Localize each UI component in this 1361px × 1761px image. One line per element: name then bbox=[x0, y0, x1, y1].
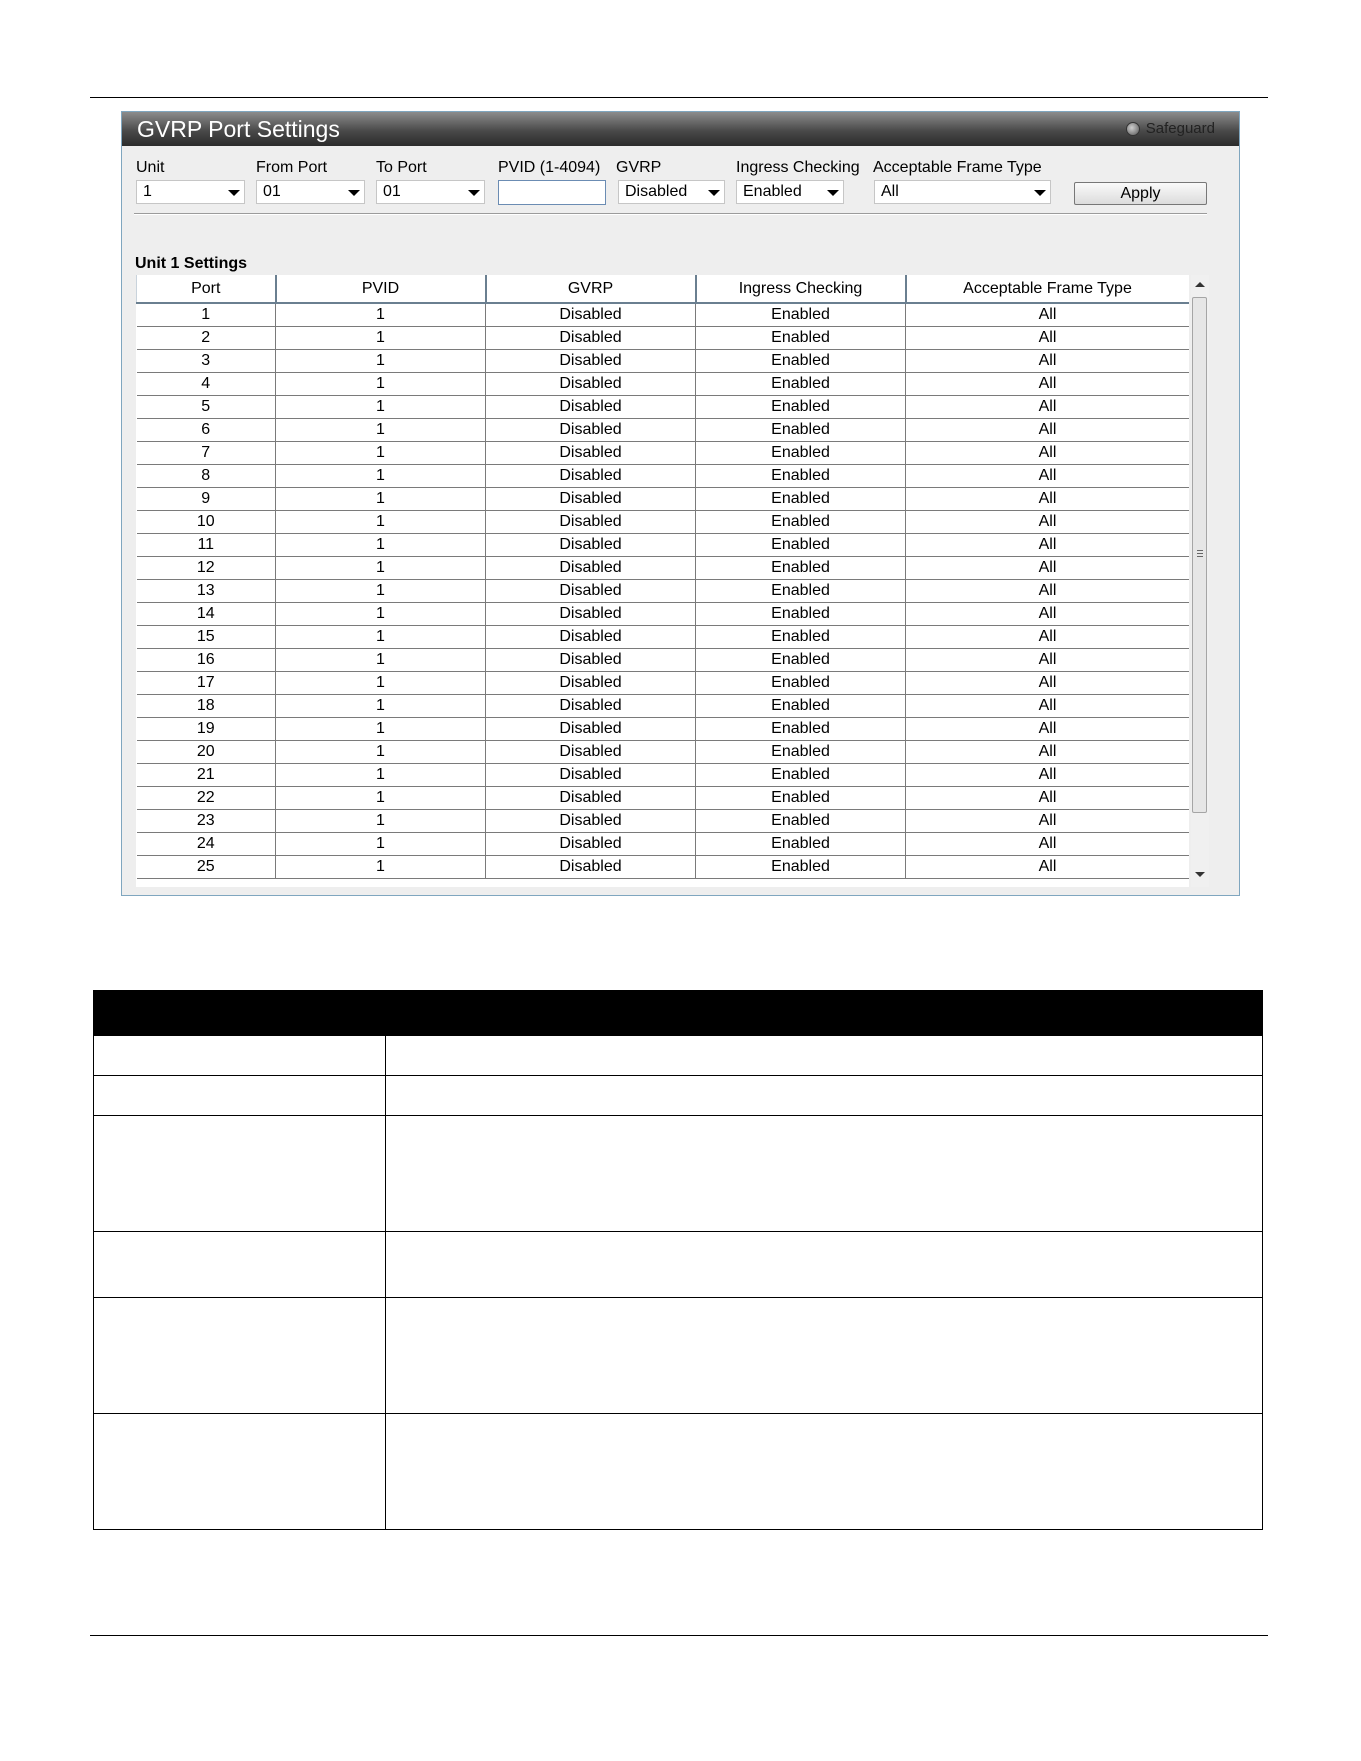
cell-gvrp: Disabled bbox=[486, 695, 696, 718]
cell-pvid: 1 bbox=[276, 373, 486, 396]
cell-pvid: 1 bbox=[276, 488, 486, 511]
cell-ingress-checking: Enabled bbox=[696, 626, 906, 649]
cell-gvrp: Disabled bbox=[486, 718, 696, 741]
cell-gvrp: Disabled bbox=[486, 764, 696, 787]
cell-ingress-checking: Enabled bbox=[696, 833, 906, 856]
cell-ingress-checking: Enabled bbox=[696, 557, 906, 580]
cell-ingress-checking: Enabled bbox=[696, 810, 906, 833]
from-port-label: From Port bbox=[256, 159, 328, 176]
cell-acceptable-frame-type: All bbox=[906, 810, 1190, 833]
cell-port: 12 bbox=[137, 557, 276, 580]
cell-acceptable-frame-type: All bbox=[906, 626, 1190, 649]
to-port-select-value: 01 bbox=[383, 183, 401, 200]
ingress-checking-label: Ingress Checking bbox=[736, 159, 860, 176]
cell-pvid: 1 bbox=[276, 833, 486, 856]
description-cell bbox=[386, 1232, 1263, 1298]
cell-acceptable-frame-type: All bbox=[906, 373, 1190, 396]
cell-gvrp: Disabled bbox=[486, 810, 696, 833]
cell-gvrp: Disabled bbox=[486, 488, 696, 511]
unit-label: Unit bbox=[136, 159, 165, 176]
acceptable-frame-type-select[interactable] bbox=[874, 180, 1051, 204]
gvrp-select-value: Disabled bbox=[625, 183, 688, 200]
cell-port: 8 bbox=[137, 465, 276, 488]
table-row[interactable] bbox=[137, 511, 1190, 534]
cell-port: 5 bbox=[137, 396, 276, 419]
cell-port: 2 bbox=[137, 327, 276, 350]
cell-ingress-checking: Enabled bbox=[696, 396, 906, 419]
cell-gvrp: Disabled bbox=[486, 833, 696, 856]
acceptable-frame-type-label: Acceptable Frame Type bbox=[873, 159, 1042, 176]
cell-acceptable-frame-type: All bbox=[906, 672, 1190, 695]
gvrp-port-settings-panel bbox=[121, 111, 1240, 896]
cell-acceptable-frame-type: All bbox=[906, 350, 1190, 373]
description-cell bbox=[386, 1414, 1263, 1530]
cell-port: 6 bbox=[137, 419, 276, 442]
cell-pvid: 1 bbox=[276, 580, 486, 603]
chevron-down-icon bbox=[708, 190, 720, 196]
to-port-label: To Port bbox=[376, 159, 427, 176]
chevron-down-icon bbox=[468, 190, 480, 196]
table-row[interactable] bbox=[137, 626, 1190, 649]
cell-ingress-checking: Enabled bbox=[696, 695, 906, 718]
cell-ingress-checking: Enabled bbox=[696, 511, 906, 534]
cell-gvrp: Disabled bbox=[486, 465, 696, 488]
description-table bbox=[93, 990, 1263, 1530]
cell-pvid: 1 bbox=[276, 350, 486, 373]
description-row bbox=[94, 1414, 1263, 1530]
cell-gvrp: Disabled bbox=[486, 350, 696, 373]
from-port-select[interactable] bbox=[256, 180, 365, 204]
cell-pvid: 1 bbox=[276, 626, 486, 649]
unit-select[interactable] bbox=[136, 180, 245, 204]
description-table-container bbox=[93, 990, 1262, 1530]
safeguard-label: Safeguard bbox=[1145, 120, 1215, 137]
cell-gvrp: Disabled bbox=[486, 534, 696, 557]
cell-acceptable-frame-type: All bbox=[906, 833, 1190, 856]
cell-pvid: 1 bbox=[276, 557, 486, 580]
chevron-down-icon bbox=[1034, 190, 1046, 196]
cell-port: 3 bbox=[137, 350, 276, 373]
table-row[interactable] bbox=[137, 833, 1190, 856]
cell-ingress-checking: Enabled bbox=[696, 373, 906, 396]
cell-pvid: 1 bbox=[276, 303, 486, 327]
cell-port: 11 bbox=[137, 534, 276, 557]
table-row[interactable] bbox=[137, 327, 1190, 350]
cell-pvid: 1 bbox=[276, 465, 486, 488]
panel-header bbox=[122, 112, 1239, 146]
cell-acceptable-frame-type: All bbox=[906, 580, 1190, 603]
cell-port: 17 bbox=[137, 672, 276, 695]
table-row[interactable] bbox=[137, 741, 1190, 764]
table-row[interactable] bbox=[137, 672, 1190, 695]
cell-ingress-checking: Enabled bbox=[696, 672, 906, 695]
cell-pvid: 1 bbox=[276, 672, 486, 695]
form-separator bbox=[134, 213, 1207, 215]
table-row[interactable] bbox=[137, 419, 1190, 442]
from-port-select-value: 01 bbox=[263, 183, 281, 200]
table-row[interactable] bbox=[137, 810, 1190, 833]
grip-icon bbox=[1197, 550, 1203, 559]
table-row[interactable] bbox=[137, 856, 1190, 879]
description-cell bbox=[94, 1232, 386, 1298]
cell-ingress-checking: Enabled bbox=[696, 741, 906, 764]
table-row[interactable] bbox=[137, 695, 1190, 718]
cell-ingress-checking: Enabled bbox=[696, 419, 906, 442]
cell-ingress-checking: Enabled bbox=[696, 534, 906, 557]
cell-gvrp: Disabled bbox=[486, 603, 696, 626]
unit-select-value: 1 bbox=[143, 183, 152, 200]
cell-pvid: 1 bbox=[276, 764, 486, 787]
cell-port: 13 bbox=[137, 580, 276, 603]
cell-port: 15 bbox=[137, 626, 276, 649]
cell-acceptable-frame-type: All bbox=[906, 718, 1190, 741]
description-header-row bbox=[94, 991, 1263, 1036]
cell-acceptable-frame-type: All bbox=[906, 695, 1190, 718]
description-header-cell bbox=[386, 991, 1263, 1036]
cell-port: 10 bbox=[137, 511, 276, 534]
cell-acceptable-frame-type: All bbox=[906, 465, 1190, 488]
table-header-row bbox=[137, 275, 1190, 303]
cell-port: 25 bbox=[137, 856, 276, 879]
cell-acceptable-frame-type: All bbox=[906, 327, 1190, 350]
description-cell bbox=[94, 1414, 386, 1530]
scroll-down-arrow-icon[interactable] bbox=[1195, 872, 1205, 877]
cell-pvid: 1 bbox=[276, 856, 486, 879]
cell-acceptable-frame-type: All bbox=[906, 488, 1190, 511]
cell-ingress-checking: Enabled bbox=[696, 787, 906, 810]
cell-acceptable-frame-type: All bbox=[906, 856, 1190, 879]
gvrp-label: GVRP bbox=[616, 159, 662, 176]
cell-ingress-checking: Enabled bbox=[696, 303, 906, 327]
description-cell bbox=[94, 1036, 386, 1076]
table-row[interactable] bbox=[137, 603, 1190, 626]
scroll-up-arrow-icon[interactable] bbox=[1195, 282, 1205, 287]
cell-ingress-checking: Enabled bbox=[696, 350, 906, 373]
description-row bbox=[94, 1298, 1263, 1414]
table-row[interactable] bbox=[137, 488, 1190, 511]
cell-ingress-checking: Enabled bbox=[696, 718, 906, 741]
port-table-viewport bbox=[136, 275, 1189, 887]
cell-acceptable-frame-type: All bbox=[906, 787, 1190, 810]
gvrp-select[interactable] bbox=[618, 180, 725, 204]
description-header-cell bbox=[94, 991, 386, 1036]
table-row[interactable] bbox=[137, 373, 1190, 396]
description-cell bbox=[386, 1036, 1263, 1076]
table-row[interactable] bbox=[137, 649, 1190, 672]
table-row[interactable] bbox=[137, 465, 1190, 488]
description-cell bbox=[386, 1076, 1263, 1116]
cell-acceptable-frame-type: All bbox=[906, 442, 1190, 465]
cell-ingress-checking: Enabled bbox=[696, 465, 906, 488]
cell-gvrp: Disabled bbox=[486, 580, 696, 603]
scrollbar-thumb[interactable] bbox=[1192, 297, 1207, 813]
cell-pvid: 1 bbox=[276, 327, 486, 350]
description-row bbox=[94, 1232, 1263, 1298]
cell-port: 23 bbox=[137, 810, 276, 833]
table-row[interactable] bbox=[137, 303, 1190, 327]
cell-ingress-checking: Enabled bbox=[696, 856, 906, 879]
ingress-checking-select[interactable] bbox=[736, 180, 844, 204]
cell-acceptable-frame-type: All bbox=[906, 511, 1190, 534]
cell-ingress-checking: Enabled bbox=[696, 580, 906, 603]
table-row[interactable] bbox=[137, 350, 1190, 373]
cell-pvid: 1 bbox=[276, 741, 486, 764]
cell-port: 21 bbox=[137, 764, 276, 787]
cell-pvid: 1 bbox=[276, 534, 486, 557]
cell-port: 24 bbox=[137, 833, 276, 856]
table-row[interactable] bbox=[137, 396, 1190, 419]
cell-gvrp: Disabled bbox=[486, 649, 696, 672]
cell-gvrp: Disabled bbox=[486, 327, 696, 350]
description-cell bbox=[94, 1116, 386, 1232]
description-cell bbox=[386, 1116, 1263, 1232]
chevron-down-icon bbox=[228, 190, 240, 196]
cell-port: 9 bbox=[137, 488, 276, 511]
table-scrollbar[interactable] bbox=[1191, 275, 1209, 887]
description-row bbox=[94, 1116, 1263, 1232]
cell-acceptable-frame-type: All bbox=[906, 603, 1190, 626]
description-cell bbox=[94, 1298, 386, 1414]
cell-port: 22 bbox=[137, 787, 276, 810]
cell-pvid: 1 bbox=[276, 396, 486, 419]
table-row[interactable] bbox=[137, 557, 1190, 580]
cell-port: 4 bbox=[137, 373, 276, 396]
column-header-port[interactable]: Port bbox=[137, 275, 276, 303]
cell-port: 1 bbox=[137, 303, 276, 327]
section-title: Unit 1 Settings bbox=[135, 255, 248, 272]
table-row[interactable] bbox=[137, 580, 1190, 603]
cell-gvrp: Disabled bbox=[486, 511, 696, 534]
bottom-rule bbox=[90, 1635, 1268, 1636]
cell-acceptable-frame-type: All bbox=[906, 764, 1190, 787]
cell-gvrp: Disabled bbox=[486, 419, 696, 442]
cell-acceptable-frame-type: All bbox=[906, 741, 1190, 764]
port-settings-table bbox=[136, 275, 1189, 879]
chevron-down-icon bbox=[348, 190, 360, 196]
cell-gvrp: Disabled bbox=[486, 373, 696, 396]
safeguard-indicator-icon bbox=[1126, 122, 1140, 136]
cell-ingress-checking: Enabled bbox=[696, 603, 906, 626]
description-row bbox=[94, 1036, 1263, 1076]
cell-pvid: 1 bbox=[276, 787, 486, 810]
cell-gvrp: Disabled bbox=[486, 626, 696, 649]
description-cell bbox=[386, 1298, 1263, 1414]
cell-gvrp: Disabled bbox=[486, 396, 696, 419]
cell-port: 20 bbox=[137, 741, 276, 764]
cell-gvrp: Disabled bbox=[486, 442, 696, 465]
description-row bbox=[94, 1076, 1263, 1116]
cell-acceptable-frame-type: All bbox=[906, 557, 1190, 580]
table-row[interactable] bbox=[137, 718, 1190, 741]
cell-gvrp: Disabled bbox=[486, 303, 696, 327]
cell-gvrp: Disabled bbox=[486, 672, 696, 695]
cell-acceptable-frame-type: All bbox=[906, 419, 1190, 442]
safeguard-indicator bbox=[1126, 120, 1215, 137]
column-header-gvrp[interactable]: GVRP bbox=[486, 275, 696, 303]
ingress-checking-select-value: Enabled bbox=[743, 183, 802, 200]
pvid-input[interactable] bbox=[498, 180, 606, 205]
cell-gvrp: Disabled bbox=[486, 741, 696, 764]
acceptable-frame-type-select-value: All bbox=[881, 183, 899, 200]
cell-pvid: 1 bbox=[276, 649, 486, 672]
cell-ingress-checking: Enabled bbox=[696, 442, 906, 465]
cell-acceptable-frame-type: All bbox=[906, 534, 1190, 557]
cell-pvid: 1 bbox=[276, 419, 486, 442]
cell-ingress-checking: Enabled bbox=[696, 488, 906, 511]
cell-port: 16 bbox=[137, 649, 276, 672]
column-header-pvid[interactable]: PVID bbox=[276, 275, 486, 303]
cell-pvid: 1 bbox=[276, 695, 486, 718]
column-header-ingress-checking[interactable]: Ingress Checking bbox=[696, 275, 906, 303]
cell-acceptable-frame-type: All bbox=[906, 396, 1190, 419]
cell-gvrp: Disabled bbox=[486, 557, 696, 580]
cell-port: 7 bbox=[137, 442, 276, 465]
cell-gvrp: Disabled bbox=[486, 787, 696, 810]
to-port-select[interactable] bbox=[376, 180, 485, 204]
cell-ingress-checking: Enabled bbox=[696, 649, 906, 672]
cell-pvid: 1 bbox=[276, 718, 486, 741]
cell-pvid: 1 bbox=[276, 810, 486, 833]
panel-title: GVRP Port Settings bbox=[137, 116, 340, 142]
cell-port: 14 bbox=[137, 603, 276, 626]
cell-port: 19 bbox=[137, 718, 276, 741]
apply-button[interactable]: Apply bbox=[1074, 182, 1207, 205]
table-row[interactable] bbox=[137, 787, 1190, 810]
column-header-acceptable-frame-type[interactable]: Acceptable Frame Type bbox=[906, 275, 1190, 303]
cell-ingress-checking: Enabled bbox=[696, 327, 906, 350]
cell-ingress-checking: Enabled bbox=[696, 764, 906, 787]
cell-pvid: 1 bbox=[276, 442, 486, 465]
cell-pvid: 1 bbox=[276, 511, 486, 534]
cell-acceptable-frame-type: All bbox=[906, 303, 1190, 327]
top-rule bbox=[90, 97, 1268, 98]
table-row[interactable] bbox=[137, 442, 1190, 465]
cell-gvrp: Disabled bbox=[486, 856, 696, 879]
cell-acceptable-frame-type: All bbox=[906, 649, 1190, 672]
cell-pvid: 1 bbox=[276, 603, 486, 626]
table-row[interactable] bbox=[137, 534, 1190, 557]
cell-port: 18 bbox=[137, 695, 276, 718]
description-cell bbox=[94, 1076, 386, 1116]
table-row[interactable] bbox=[137, 764, 1190, 787]
chevron-down-icon bbox=[827, 190, 839, 196]
pvid-label: PVID (1-4094) bbox=[498, 159, 601, 176]
